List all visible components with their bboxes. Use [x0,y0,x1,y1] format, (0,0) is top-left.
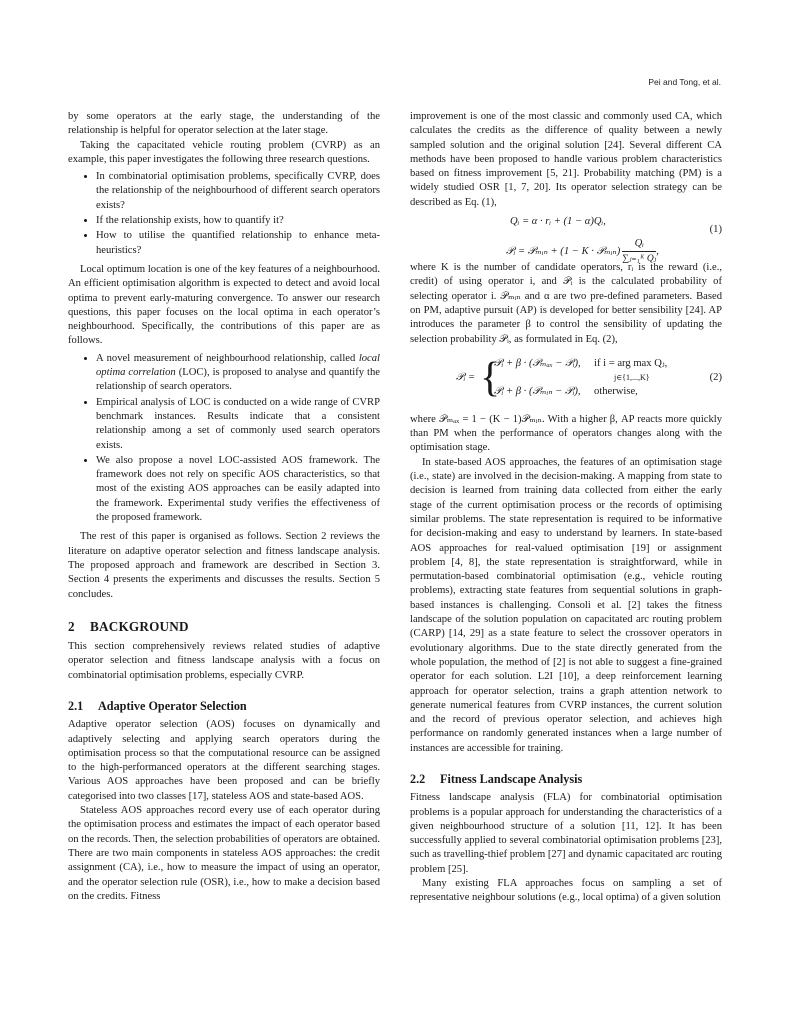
fraction [622,237,656,267]
equation-case: 𝒫ᵢ + β · (𝒫ₘₐₓ − 𝒫ᵢ), [494,357,581,369]
subsection-heading [68,699,380,713]
equation-case: 𝒫ᵢ + β · (𝒫ₘᵢₙ − 𝒫ᵢ), [494,385,581,397]
subsection-title: Fitness Landscape Analysis [440,771,583,786]
list-item: • How to utilise the quantified relationship to enhance meta-heuristics? [96,229,380,258]
equation-subscript: j∈{1,...,K} [614,372,650,382]
subsection-title: Adaptive Operator Selection [98,698,247,713]
paragraph: Taking the capacitated vehicle routing problem (CVRP) as an example, this paper investigates the following three research questions. [68,139,380,165]
paragraph: In state-based AOS approaches, the features of an optimisation stage (i.e., state) are involved in the decision-making. A mapping from state to decision is learned from training data collected from either the early stage of the current optimisation process or the records of optimising similar problems. The state representation is required to be informative for decision-making and easy to understand by learners. In state-based AOS approaches for real-valued optimisation [19] or assignment problem [4, 8], the state representation is straightforward, while in permutation-based combinatorial optimisation (e.g., vehicle routing problems), extracting state features from sequential solutions in graph-based instances is challenging. Consoli et al. [2] takes the fitness landscape of the solution population on capacitated arc routing problem (CARP) [14, 29] as a state feature to select the crossover operators in evolutionary algorithms. Due to the state directly generated from the whole population, the method of [2] is not able to suggest a fine-grained operator for each solution. L2I [10], a deep reinforcement learning approach for operator selection, trains a graph attention network to generate numerical features from CVRP instances, the current solution and the record of previous operator selection, and achieves high performance on randomly generated instances when a large number of instances are accessible for training. [410,456,722,754]
emphasis: local optima correlation [96,352,380,379]
paragraph: The rest of this paper is organised as follows. Section 2 reviews the literature on adaptive operator selection and fitness landscape analysis. The proposed approach and framework are described in Section 3. Section 4 presents the experiments and discusses the results. Section 5 concludes. [68,531,380,600]
subsection-heading [410,772,722,786]
left-brace: { [480,354,501,401]
list-item: • We also propose a novel LOC-assisted AOS framework. The framework does not rely on specific AOS characteristics, so that most of the existing AOS approaches can be easily adapted into the framework. Experimental study verifies the effectiveness of the proposed framework. [96,454,380,525]
right-column [410,110,722,906]
paragraph: Fitness landscape analysis (FLA) for combinatorial optimisation problems is a popular approach for understanding the characteristics of a given neighbourhood structure of a solution [11, 12]. It has been successfully applied to several combinatorial optimisation problems [23], such as travelling-thief problem [27] and dynamic capacitated arc routing problem [25]. [410,792,722,875]
paragraph: Many existing FLA approaches focus on sampling a set of representative neighbour solutions (e.g., local optima) of a given solution [410,878,722,904]
list-item [96,352,380,395]
paragraph: improvement is one of the most classic and commonly used CA, which calculates the credits as the difference of quality between a newly sampled solution and the original solution [24]. Several different CA methods have been proposed to handle various problem characteristics based on fitness improvement [5, 21]. Probability matching (PM) is a widely studied OSR [1, 7, 20]. Its operator selection strategy can be described as Eq. (1), [410,111,722,208]
section-heading [68,620,380,634]
paragraph: where 𝒫ₘₐₓ = 1 − (K − 1)𝒫ₘᵢₙ. With a higher β, AP reacts more quickly than PM when the performance of operators changes along with the optimisation stage. [410,413,722,454]
equation-1 [410,215,722,265]
contributions-list [68,352,380,526]
research-questions-list [68,170,380,258]
equation-text: , [656,246,659,258]
list-item: • If the relationship exists, how to quantify it? [96,214,380,228]
equation-text: 𝒫ᵢ = 𝒫ₘᵢₙ + (1 − K · 𝒫ₘᵢₙ) [506,246,621,258]
subsection-number: 2.1 [68,698,84,713]
equation-condition: if i = arg max Qⱼ, [594,357,668,369]
subsection-number: 2.2 [410,771,426,786]
equation-number: (2) [709,371,722,383]
paragraph: Local optimum location is one of the key features of a neighbourhood. An efficient optimisation algorithm is expected to detect and avoid local optima to prevent early-maturing convergence. To answer our research questions, this paper focuses on the local optima in each operator’s neighbourhood. Specifically, the contributions of this paper are as follows. [68,263,380,347]
equation-line [506,237,659,267]
text: (LOC), is proposed to analyse and quantify the relationship of search operators. [96,367,380,393]
text: A novel measurement of neighbourhood relationship, called [96,352,359,364]
equation-number: (1) [709,224,722,236]
paragraph: Adaptive operator selection (AOS) focuses on dynamically and adaptively selecting and applying search operators during the optimisation process so that the computational resource can be assigned to the high-performanced operators at the different searching stages. Various AOS approaches have been proposed and can be briefly categorised into two classes [17], stateless AOS and state-based AOS. [68,719,380,802]
running-head: Pei and Tong, et al. [648,77,721,87]
left-column [68,110,380,904]
equation-lhs: 𝒫ᵢ = [456,371,476,383]
list-item: • Empirical analysis of LOC is conducted on a wide range of CVRP benchmark instances. Results indicate that a consistent relationship among a set of commonly used search operators exists. [96,396,380,453]
fraction-denominator: ∑ⱼ₌₁ᴷ Qⱼ [622,254,657,265]
equation-line: Qᵢ = α · rᵢ + (1 − α)Qᵢ, [510,216,606,228]
paragraph: by some operators at the early stage, the understanding of the relationship is helpful for operator selection at the later stage. [68,111,380,137]
fraction-numerator: Qᵢ [622,237,656,252]
section-title: BACKGROUND [90,618,189,634]
equation-condition: otherwise, [594,385,638,397]
paragraph: This section comprehensively reviews related studies of adaptive operator selection and fitness landscape analysis with a focus on combinatorial optimisation problems, especially CVRP. [68,641,380,681]
equation-2 [410,353,722,407]
section-number: 2 [68,618,75,634]
list-item: • In combinatorial optimisation problems, specifically CVRP, does the relationship of the neighbourhood of different search operators exists? [96,170,380,213]
paragraph: Stateless AOS approaches record every use of each operator during the optimisation process and estimates the impact of each operator based on the records. Then, the selection probabilities of operators are obtained. There are two main components in stateless AOS approaches: the credit assignment (CA), i.e., how to measure the impact of using an operator, and the operator selection rule (OSR), i.e., how to make a decision based on the credits. Fitness [68,805,380,902]
paragraph: where K is the number of candidate operators, rᵢ is the reward (i.e., credit) of using operator i, and 𝒫ᵢ is the calculated probability of selecting operator i. 𝒫ₘᵢₙ and α are two pre-defined parameters. Based on PM, adaptive pursuit (AP) is developed for better sensibility [24]. AP introduces the parameter β to control the sensibility of updating the selection probability 𝒫ᵢ, as formulated in Eq. (2), [410,262,722,345]
